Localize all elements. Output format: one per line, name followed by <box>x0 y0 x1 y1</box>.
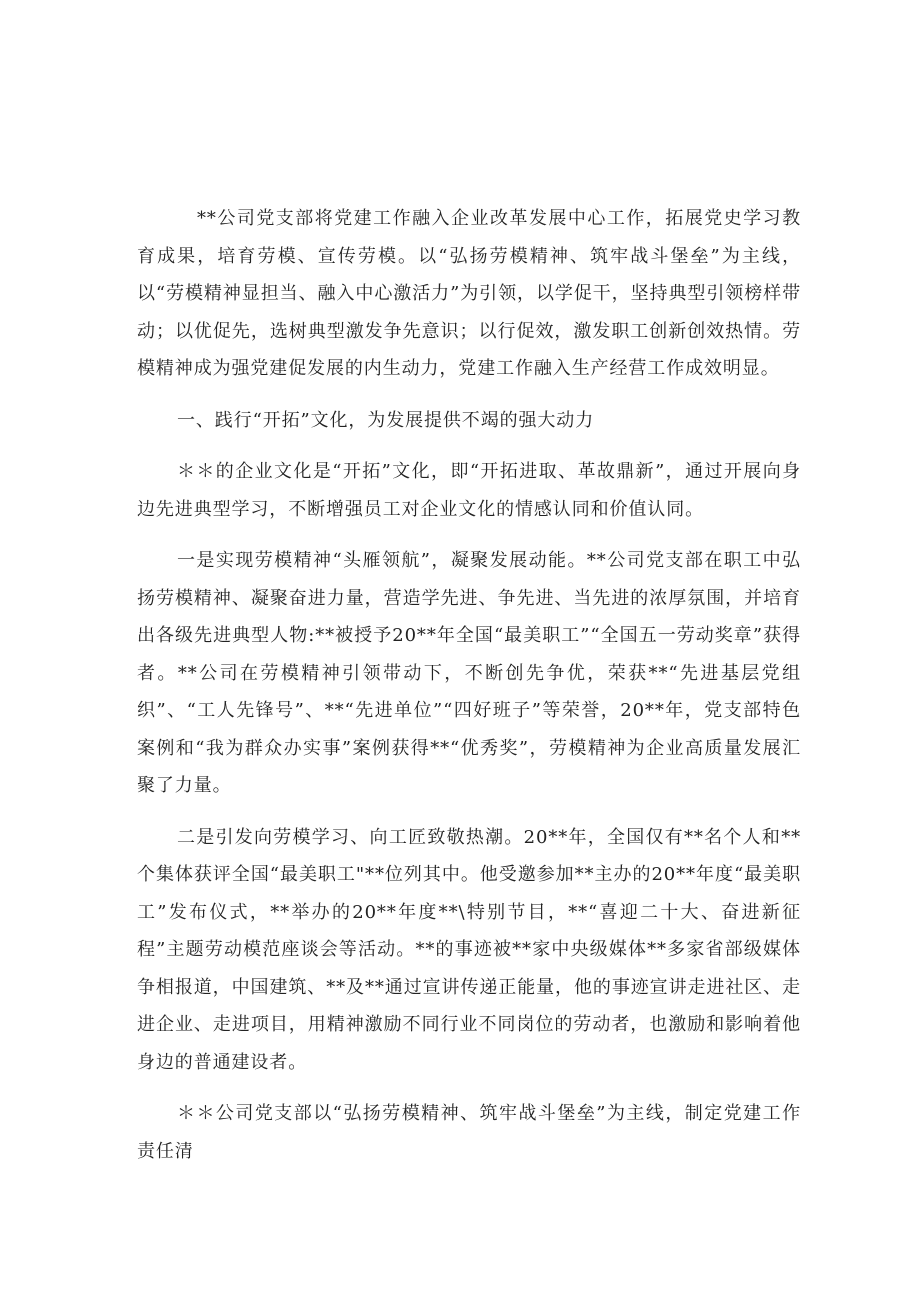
document-body <box>137 200 801 1184</box>
closing-paragraph: ＊＊公司党支部以“弘扬劳模精神、筑牢战斗堡垒”为主线，制定党建工作责任清 <box>137 1103 801 1162</box>
culture-paragraph: ＊＊的企业文化是“开拓”文化，即“开拓进取、革故鼎新”，通过开展向身边先进典型学习，不断增强员工对企业文化的情感认同和价值认同。 <box>137 461 801 520</box>
point-two-paragraph: 二是引发向劳模学习、向工匠致敬热潮。20**年，全国仅有**名个人和**个集体获评全国“最美职工"**位列其中。他受邀参加**主办的20**年度“最美职工”发布仪式，**举办的20**年度**\特别节目，**“喜迎二十大、奋进新征程”主题劳动模范座谈会等活动。**的事迹被**家中央级媒体**多家省部级媒体争相报道，中国建筑、**及**通过宣讲传递正能量，他的事迹宣讲走进社区、走进企业、走进项目，用精神激励不同行业不同岗位的劳动者，也激励和影响着他身边的普通建设者。 <box>137 826 801 1073</box>
intro-paragraph: **公司党支部将党建工作融入企业改革发展中心工作，拓展党史学习教育成果，培育劳模、宣传劳模。以“弘扬劳模精神、筑牢战斗堡垒”为主线，以“劳模精神显担当、融入中心激活力”为引领，以学促干，坚持典型引领榜样带动；以优促先，选树典型激发争先意识；以行促效，激发职工创新创效热情。劳模精神成为强党建促发展的内生动力，党建工作融入生产经营工作成效明显。 <box>137 208 801 379</box>
section-heading-1: 一、践行“开拓”文化，为发展提供不竭的强大动力 <box>177 409 595 431</box>
point-one-paragraph: 一是实现劳模精神“头雁领航”，凝聚发展动能。**公司党支部在职工中弘扬劳模精神、凝聚奋进力量，营造学先进、争先进、当先进的浓厚氛围，并培育出各级先进典型人物:**被授予20**年全国“最美职工”“全国五一劳动奖章”获得者。**公司在劳模精神引领带动下，不断创先争优，荣获**“先进基层党组织”、“工人先锋号”、**“先进单位”“四好班子”等荣誉，20**年，党支部特色案例和“我为群众办实事”案例获得**“优秀奖”，劳模精神为企业高质量发展汇聚了力量。 <box>137 550 801 796</box>
